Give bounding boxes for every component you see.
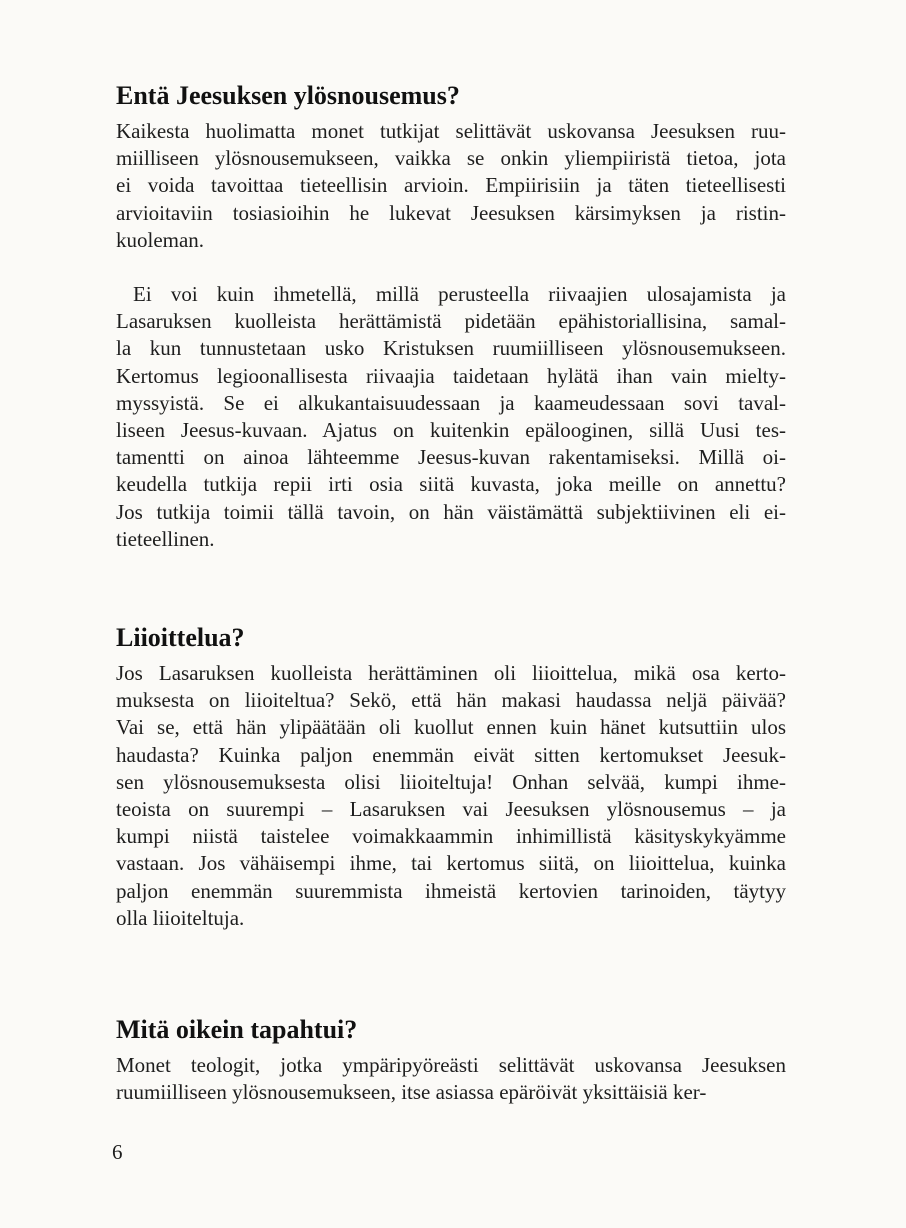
text-line: arvioitaviin tosiasioihin he lukevat Jeesuksen kärsimyksen ja ristin-	[116, 200, 786, 225]
text-line: liseen Jeesus-kuvaan. Ajatus on kuitenkin epälooginen, sillä Uusi tes-	[116, 418, 786, 443]
text-line: sen ylösnousemuksesta olisi liioiteltuja! Onhan selvää, kumpi ihme-	[116, 769, 786, 794]
section-heading-exaggeration: Liioittelua?	[116, 623, 245, 652]
section-heading-what-happened: Mitä oikein tapahtui?	[116, 1015, 358, 1044]
text-line: myssyistä. Se ei alkukantaisuudessaan ja kaameudessaan sovi taval-	[116, 390, 786, 415]
text-line: Monet teologit, jotka ympäripyöreästi selittävät uskovansa Jeesuksen	[116, 1053, 786, 1077]
text-line: miilliseen ylösnousemukseen, vaikka se onkin yliempiiristä tietoa, jota	[116, 146, 786, 171]
text-line: Vai se, että hän ylipäätään oli kuollut ennen kuin hänet kutsuttiin ulos	[116, 715, 786, 740]
paragraph	[116, 1052, 786, 1106]
text-line: Jos tutkija toimii tällä tavoin, on hän väistämättä subjektiivinen eli ei-	[116, 499, 786, 524]
text-line: Lasaruksen kuolleista herättämistä pidetään epähistoriallisina, samal-	[116, 309, 786, 334]
text-line: olla liioiteltuja.	[116, 905, 245, 930]
paragraph	[116, 660, 786, 932]
text-line: tieteellinen.	[116, 526, 215, 551]
text-line: teoista on suurempi – Lasaruksen vai Jeesuksen ylösnousemus – ja	[116, 797, 786, 822]
text-line: haudasta? Kuinka paljon enemmän eivät sitten kertomukset Jeesuk-	[116, 742, 786, 767]
text-line: ei voida tavoittaa tieteellisin arvioin. Empiirisiin ja täten tieteellisesti	[116, 173, 786, 198]
text-line: Jos Lasaruksen kuolleista herättäminen oli liioittelua, mikä osa kerto-	[116, 661, 786, 685]
page-number: 6	[112, 1140, 123, 1164]
text-line: muksesta on liioiteltua? Sekö, että hän makasi haudassa neljä päivää?	[116, 688, 786, 713]
text-line: tamentti on ainoa lähteemme Jeesus-kuvan rakentamiseksi. Millä oi-	[116, 445, 786, 470]
text-line: kumpi niistä taistelee voimakkaammin inhimillistä käsityskykyämme	[116, 824, 786, 849]
paragraph	[116, 281, 786, 553]
text-line: Kertomus legioonallisesta riivaajia taidetaan hylätä ihan vain mielty-	[116, 363, 786, 388]
section-heading-resurrection: Entä Jeesuksen ylösnousemus?	[116, 81, 460, 110]
text-line: paljon enemmän suuremmista ihmeistä kertovien tarinoiden, täytyy	[116, 878, 786, 903]
text-line: vastaan. Jos vähäisempi ihme, tai kertomus siitä, on liioittelua, kuinka	[116, 851, 786, 876]
text-line: ruumiilliseen ylösnousemukseen, itse asiassa epäröivät yksittäisiä ker-	[116, 1080, 707, 1105]
paragraph	[116, 118, 786, 254]
text-line: la kun tunnustetaan usko Kristuksen ruumiilliseen ylösnousemukseen.	[116, 336, 786, 361]
text-line: kuoleman.	[116, 227, 205, 252]
text-line: Kaikesta huolimatta monet tutkijat selittävät uskovansa Jeesuksen ruu-	[116, 119, 786, 143]
text-line: Ei voi kuin ihmetellä, millä perusteella riivaajien ulosajamista ja	[133, 282, 786, 306]
text-line: keudella tutkija repii irti osia siitä kuvasta, joka meille on annettu?	[116, 472, 786, 497]
